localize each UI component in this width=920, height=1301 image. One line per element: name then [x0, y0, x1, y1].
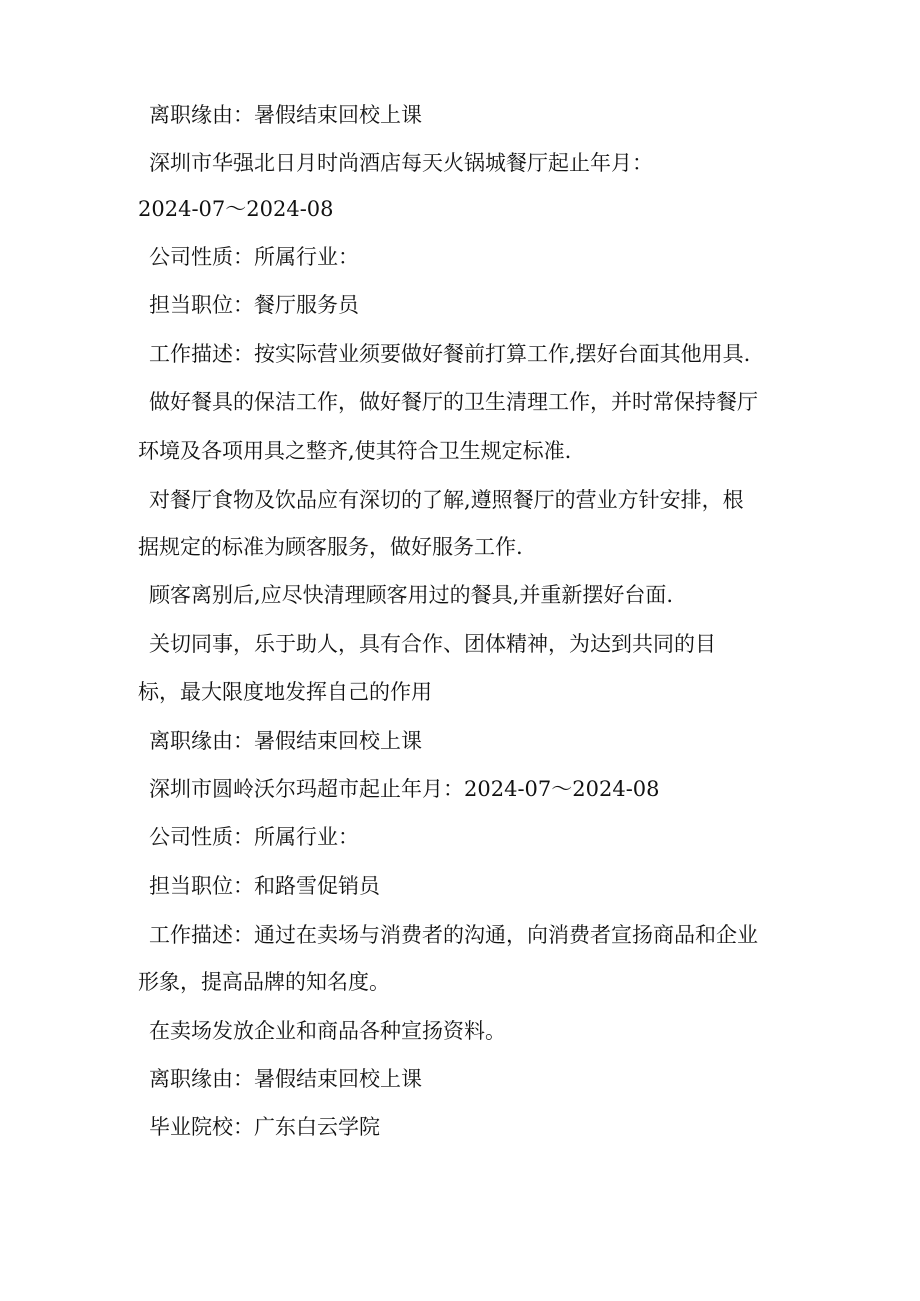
text-line: 担当职位：餐厅服务员	[149, 293, 359, 317]
text-line: 在卖场发放企业和商品各种宣扬资料。	[149, 1019, 506, 1043]
text-line: 顾客离别后,应尽快清理顾客用过的餐具,并重新摆好台面.	[149, 583, 674, 607]
text-line: 深圳市华强北日月时尚酒店每天火锅城餐厅起止年月：	[149, 151, 653, 175]
text-line: 标，最大限度地发挥自己的作用	[138, 680, 432, 704]
text-line: 环境及各项用具之整齐,使其符合卫生规定标准.	[138, 439, 572, 463]
text-line: 离职缘由：暑假结束回校上课	[149, 103, 422, 127]
text-line: 公司性质：所属行业：	[149, 825, 359, 849]
text-line: 2024-07～2024-08	[138, 197, 334, 221]
text-line: 关切同事，乐于助人，具有合作、团体精神，为达到共同的目	[149, 632, 716, 656]
text-line: 公司性质：所属行业：	[149, 245, 359, 269]
text-line: 据规定的标准为顾客服务，做好服务工作.	[138, 535, 523, 559]
text-line: 形象，提高品牌的知名度。	[138, 970, 390, 994]
text-line: 做好餐具的保洁工作，做好餐厅的卫生清理工作，并时常保持餐厅	[149, 390, 758, 414]
text-line: 离职缘由：暑假结束回校上课	[149, 729, 422, 753]
text-line: 工作描述：通过在卖场与消费者的沟通，向消费者宣扬商品和企业	[149, 923, 758, 947]
text-line: 毕业院校：广东白云学院	[149, 1115, 380, 1139]
text-line: 对餐厅食物及饮品应有深切的了解,遵照餐厅的营业方针安排，根	[149, 488, 744, 512]
text-line: 担当职位：和路雪促销员	[149, 874, 380, 898]
text-line: 离职缘由：暑假结束回校上课	[149, 1067, 422, 1091]
text-line: 深圳市圆岭沃尔玛超市起止年月：2024-07～2024-08	[149, 777, 660, 801]
text-line: 工作描述：按实际营业须要做好餐前打算工作,摆好台面其他用具.	[149, 342, 751, 366]
